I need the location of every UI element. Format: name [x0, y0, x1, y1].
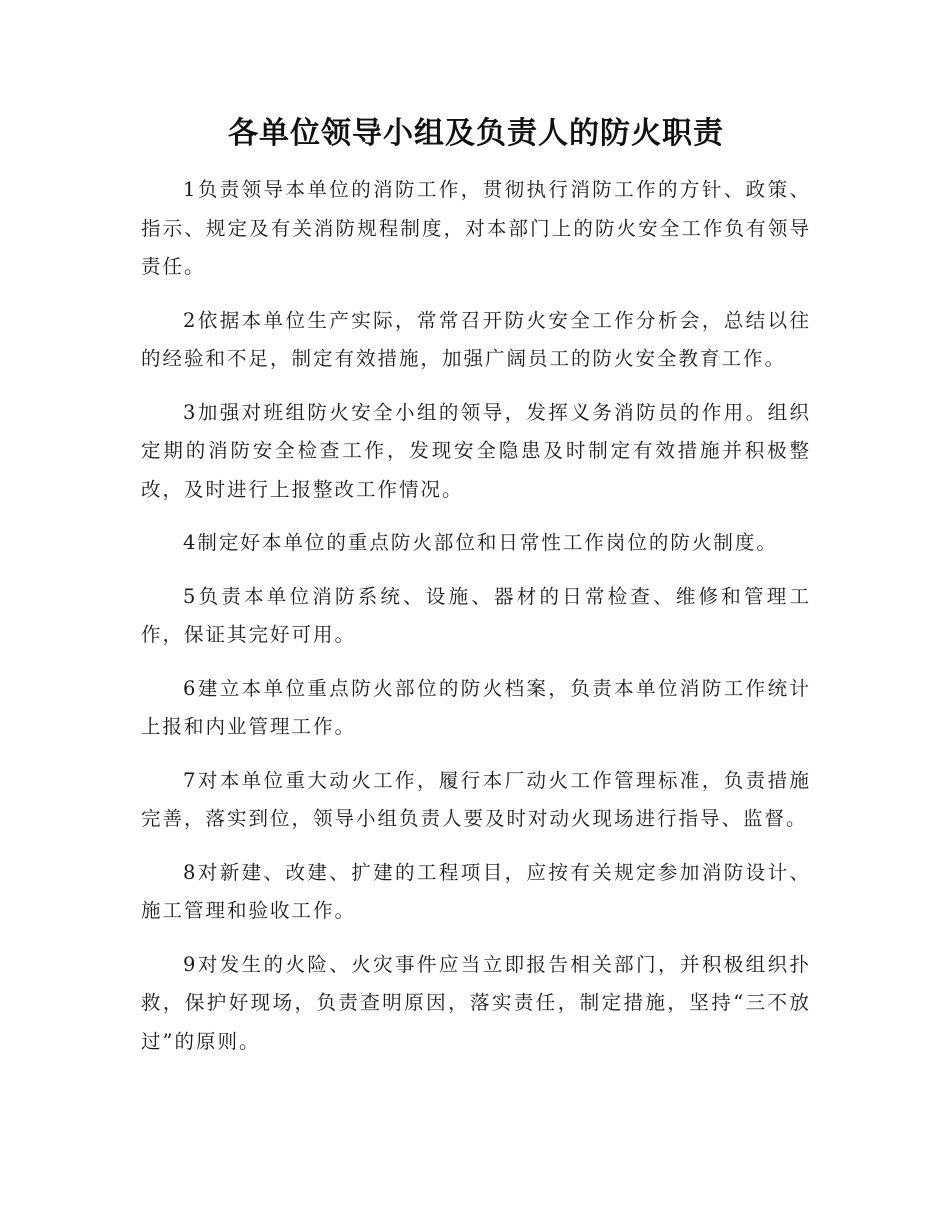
duty-item-4: 4制定好本单位的重点防火部位和日常性工作岗位的防火制度。	[183, 531, 778, 554]
document-title: 各单位领导小组及负责人的防火职责	[228, 116, 724, 151]
duty-item-2: 2依据本单位生产实际，常常召开防火安全工作分析会，总结以往的经验和不足，制定有效措施，加强广阔员工的防火安全教育工作。	[141, 308, 811, 370]
duty-item-1: 1负责领导本单位的消防工作，贯彻执行消防工作的方针、政策、指示、规定及有关消防规程制度，对本部门上的防火安全工作负有领导责任。	[141, 178, 811, 278]
duty-item-9: 9对发生的火险、火灾事件应当立即报告相关部门，并积极组织扑救，保护好现场，负责查明原因，落实责任，制定措施，坚持“三不放过”的原则。	[141, 952, 811, 1053]
document-page	[141, 112, 811, 1076]
duty-item-3: 3加强对班组防火安全小组的领导，发挥义务消防员的作用。组织定期的消防安全检查工作，发现安全隐患及时制定有效措施并积极整改，及时进行上报整改工作情况。	[141, 400, 811, 501]
duty-item-8: 8对新建、改建、扩建的工程项目，应按有关规定参加消防设计、施工管理和验收工作。	[141, 860, 811, 922]
duty-item-6: 6建立本单位重点防火部位的防火档案，负责本单位消防工作统计上报和内业管理工作。	[141, 676, 811, 738]
duty-item-7: 7对本单位重大动火工作，履行本厂动火工作管理标准，负责措施完善，落实到位，领导小组负责人要及时对动火现场进行指导、监督。	[141, 768, 811, 830]
duty-item-5: 5负责本单位消防系统、设施、器材的日常检查、维修和管理工作，保证其完好可用。	[141, 584, 811, 646]
